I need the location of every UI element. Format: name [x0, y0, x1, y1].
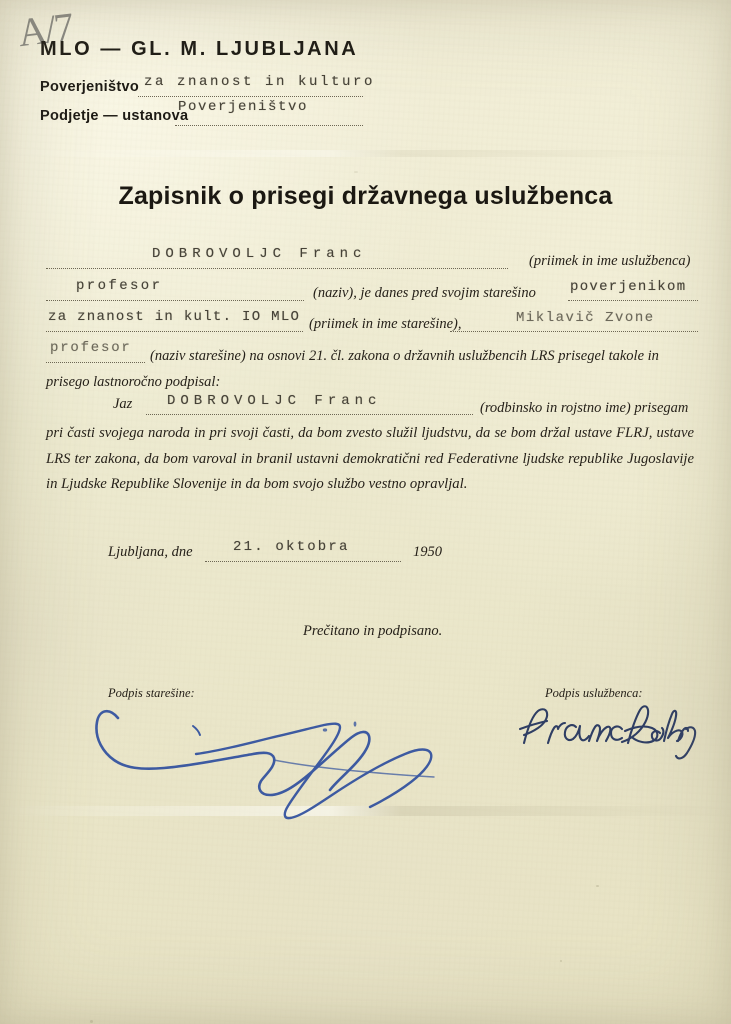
podjetje-ustanova-field-label: Podjetje — ustanova [40, 108, 189, 124]
job-title-typed: profesor [76, 278, 163, 294]
oath-intro-text-line2: prisego lastnoročno podpisal: [46, 374, 221, 390]
oath-name-typed: DOBROVOLJC Franc [167, 393, 382, 409]
date-typed: 21. oktobra [233, 539, 350, 555]
employee-signature-label: Podpis uslužbenca: [545, 686, 643, 700]
podjetje-ustanova-field-value: Poverjeništvo [178, 99, 309, 115]
archival-pencil-mark: A/7 [15, 3, 75, 56]
date-rule [205, 561, 401, 562]
issuing-authority-heading: MLO — GL. M. LJUBLJANA [40, 38, 359, 60]
job-title-rule [46, 300, 304, 301]
paper-speck [596, 885, 599, 887]
date-year: 1950 [413, 544, 442, 560]
podjetje-ustanova-field-rule [175, 125, 363, 126]
superior-title-rule [46, 362, 145, 363]
superior-name-caption: (priimek in ime starešine), [309, 316, 462, 332]
superior-name-typed: Miklavič Zvone [516, 310, 655, 326]
poverjenistvo-field-rule [138, 96, 363, 97]
poverjenistvo-field-label: Poverjeništvo [40, 79, 139, 95]
poverjenistvo-field-value: za znanost in kulturo [144, 74, 376, 90]
superior-signature-ink [78, 696, 468, 821]
superior-role-rule [568, 300, 698, 301]
department-typed: za znanost in kult. IO MLO [48, 309, 301, 325]
oath-name-rule [146, 414, 473, 415]
paper-crease [0, 806, 731, 816]
superior-name-rule [450, 331, 698, 332]
paper-speck [354, 171, 358, 173]
employee-signature-ink [518, 703, 698, 761]
employee-name-caption: (priimek in ime uslužbenca) [529, 253, 691, 269]
oath-body-text: pri časti svojega naroda in pri svoji časti, da bom zvesto služil ljudstvu, da se bom držal ustave FLRJ, ustave LRS ter zakona, da bom varoval in branil ustavni demokratični red Federativne ljudske republike Jugoslavije in Ljudske Republike Slovenije in da bom svojo službo vestno opravljal. [46, 425, 694, 492]
employee-name-rule [46, 268, 508, 269]
job-title-caption: (naziv), je danes pred svojim starešino [313, 285, 536, 301]
paper-speck [560, 960, 562, 962]
oath-lead-word: Jaz [113, 396, 133, 412]
employee-name-typed: DOBROVOLJC Franc [152, 246, 367, 262]
page-title: Zapisnik o prisegi državnega uslužbenca [118, 182, 613, 210]
paper-speck [90, 1020, 93, 1023]
confirmation-text: Prečitano in podpisano. [303, 623, 443, 639]
superior-signature-label: Podpis starešine: [108, 686, 195, 700]
oath-intro-text-line1: (naziv starešine) na osnovi 21. čl. zakona o državnih uslužbencih LRS prisegel takole in [150, 348, 659, 364]
oath-name-caption: (rodbinsko in rojstno ime) prisegam [480, 400, 689, 416]
superior-title-typed: profesor [50, 340, 132, 356]
date-place-label: Ljubljana, dne [108, 544, 193, 560]
department-rule [46, 331, 303, 332]
superior-role-typed: poverjenikom [570, 279, 687, 295]
paper-crease [0, 150, 731, 157]
